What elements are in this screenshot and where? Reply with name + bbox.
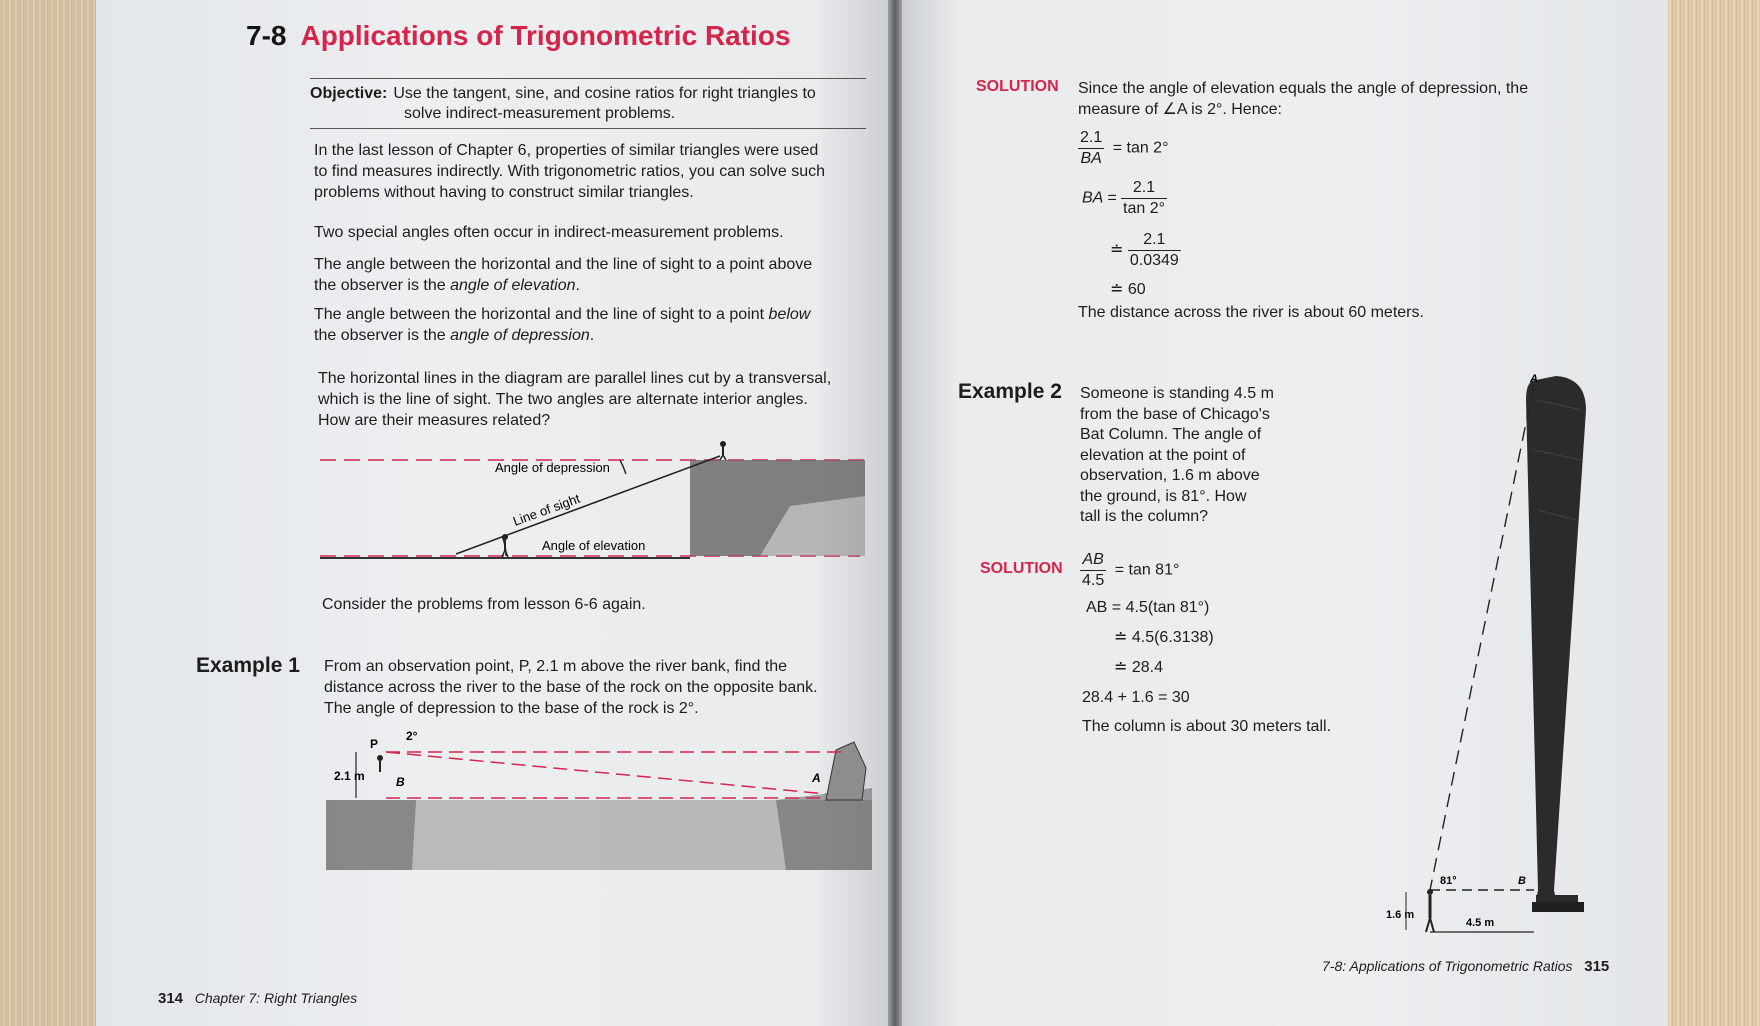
label-height: 1.6 m (1386, 909, 1415, 921)
right-page-edges (1665, 0, 1760, 1026)
example2-line: from the base of Chicago's (1080, 405, 1270, 423)
diagram-line: which is the line of sight. The two angles are alternate interior angles. (318, 391, 808, 408)
diagram-paragraph (318, 368, 831, 431)
observer-icon (502, 534, 508, 557)
bat-column-diagram (1386, 370, 1606, 940)
objective-text-line1: Use the tangent, sine, and cosine ratios for right triangles to (393, 85, 816, 102)
solution1-line: Since the angle of elevation equals the angle of depression, the (1078, 80, 1529, 97)
label-line-of-sight: Line of sight (510, 490, 582, 529)
label-b: B (1518, 875, 1526, 887)
rock-icon (826, 742, 866, 800)
intro-line: to find measures indirectly. With trigonometric ratios, you can solve such (314, 163, 826, 180)
depression-definition: The angle between the horizontal and the line of sight to a point below the observer is the angle of depression. (314, 306, 811, 344)
label-angle-depression: Angle of depression (495, 460, 610, 475)
eq3-numerator: 2.1 (1128, 230, 1181, 251)
objective-text-line2: solve indirect-measurement problems. (404, 105, 676, 122)
objective-top-rule (310, 78, 866, 79)
equation-7: ≐ 4.5(6.3138) (1114, 629, 1214, 646)
solution1-conclusion: The distance across the river is about 60 meters. (1078, 304, 1424, 321)
label-81-degrees: 81° (1440, 875, 1457, 887)
elevation-line2: the observer is the (314, 277, 451, 294)
equation-4: ≐ 60 (1110, 281, 1146, 298)
eq3-denominator: 0.0349 (1129, 252, 1179, 269)
consider-text: Consider the problems from lesson 6-6 again. (322, 596, 646, 613)
right-page-number: 315 (1584, 958, 1610, 975)
depression-arc (620, 460, 626, 474)
lesson-number: 7-8 (246, 20, 287, 51)
depression-term: angle of depression (450, 327, 590, 344)
eq2-lhs: BA = (1082, 189, 1117, 207)
equation-9: 28.4 + 1.6 = 30 (1082, 689, 1190, 706)
left-chapter-title: Chapter 7: Right Triangles (194, 990, 358, 1006)
depression-line1: The angle between the horizontal and the line of sight to a point (314, 306, 769, 323)
example2-line: observation, 1.6 m above (1080, 467, 1260, 484)
example1-label: Example 1 (196, 654, 300, 677)
elevation-depression-diagram (320, 436, 870, 576)
cliff-observer-icon (720, 441, 726, 460)
depression-sight-line (386, 752, 826, 794)
label-2-degrees: 2° (406, 729, 418, 743)
lesson-title: Applications of Trigonometric Ratios (300, 20, 791, 51)
solution1-label: SOLUTION (976, 78, 1059, 95)
solution2-conclusion: The column is about 30 meters tall. (1082, 718, 1332, 735)
eq1-denominator: BA (1080, 150, 1102, 167)
special-angles-text: Two special angles often occur in indirect-measurement problems. (314, 224, 784, 241)
example2-line: Bat Column. The angle of (1080, 426, 1262, 443)
label-height: 2.1 m (334, 769, 365, 783)
label-angle-elevation: Angle of elevation (542, 538, 646, 553)
example1-line: distance across the river to the base of the rock on the opposite bank. (324, 679, 818, 696)
eq2-denominator: tan 2° (1123, 200, 1165, 217)
example2-line: elevation at the point of (1080, 446, 1246, 464)
example1-line: From an observation point, P, 2.1 m above the river bank, find the (324, 658, 788, 675)
example1-line: The angle of depression to the base of the rock is 2°. (324, 700, 699, 717)
equation-2 (1082, 178, 1171, 219)
elevation-definition: The angle between the horizontal and the line of sight to a point above the observer is the angle of elevation. (314, 256, 813, 294)
near-bank (326, 800, 416, 870)
river-diagram (326, 728, 872, 870)
eq1-rhs: = tan 2° (1112, 139, 1169, 157)
solution2-label: SOLUTION (980, 560, 1063, 577)
example2-line: Someone is standing 4.5 m (1080, 385, 1274, 402)
lesson-heading (246, 20, 791, 52)
equation-5 (1080, 550, 1179, 591)
eq5-rhs: = tan 81° (1114, 561, 1180, 579)
example2-text (1080, 384, 1274, 528)
intro-line: In the last lesson of Chapter 6, properties of similar triangles were used (314, 142, 819, 159)
example2-line: tall is the column? (1080, 508, 1209, 525)
equation-8: ≐ 28.4 (1114, 659, 1163, 676)
objective-label: Objective: (310, 85, 388, 102)
elevation-line1: The angle between the horizontal and the line of sight to a point above (314, 256, 813, 273)
equation-3 (1110, 230, 1185, 271)
label-distance: 4.5 m (1466, 917, 1495, 929)
equation-6: AB = 4.5(tan 81°) (1086, 599, 1210, 616)
left-footer (158, 990, 357, 1007)
left-page-number: 314 (158, 990, 184, 1007)
right-lesson-title: 7-8: Applications of Trigonometric Ratios (1322, 958, 1573, 974)
depression-below: below (768, 306, 811, 323)
equation-1 (1078, 128, 1168, 169)
elevation-term: angle of elevation (450, 277, 576, 294)
diagram-line: The horizontal lines in the diagram are parallel lines cut by a transversal, (318, 370, 832, 387)
example1-text (324, 656, 818, 719)
book-spine (888, 0, 902, 1026)
right-footer (1322, 958, 1609, 975)
person-icon (1426, 889, 1434, 932)
label-a: A (1530, 373, 1538, 385)
solution1-text (1078, 78, 1528, 120)
label-p: P (370, 737, 379, 751)
line-of-sight (1430, 384, 1534, 890)
observer-icon (377, 755, 383, 772)
solution1-line: measure of ∠A is 2°. Hence: (1078, 101, 1282, 118)
eq5-denominator: 4.5 (1082, 572, 1105, 589)
example2-line: the ground, is 81°. How (1080, 487, 1247, 505)
label-b: B (396, 775, 405, 789)
intro-paragraph (314, 140, 874, 203)
left-page-edges (0, 0, 100, 1026)
eq2-numerator: 2.1 (1121, 178, 1167, 199)
eq3-lhs: ≐ (1110, 241, 1124, 259)
label-a: A (812, 771, 821, 785)
eq1-numerator: 2.1 (1078, 128, 1104, 149)
objective-bottom-rule (310, 128, 866, 129)
eq5-numerator: AB (1080, 550, 1106, 571)
objective-box (310, 84, 870, 124)
example2-label: Example 2 (958, 380, 1062, 403)
column-pedestal (1532, 902, 1584, 912)
depression-line2: the observer is the (314, 327, 451, 344)
diagram-line: How are their measures related? (318, 412, 551, 429)
intro-line: problems without having to construct similar triangles. (314, 184, 694, 201)
